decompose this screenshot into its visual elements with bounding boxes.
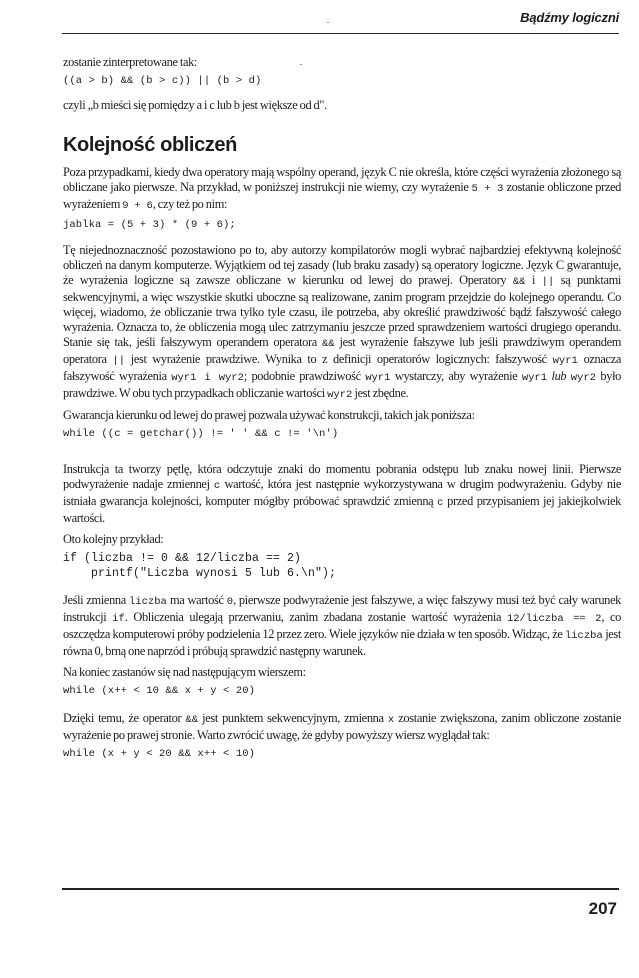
paragraph-4: Instrukcja ta tworzy pętlę, która odczytuje znaki do momentu pobrania odstępu lub znaku nowej linii. Pierwsze podwyrażenie nadaje zmiennej c wartość, która jest następnie wykorzystywana w drugim podwyrażeniu. Gdyby nie istniała gwarancja kolejności, komputer mógłby próbować sprawdzić zmienną c przed przypisaniem jej jakiejkolwiek wartości. [63,462,621,525]
code-while-getchar: while ((c = getchar()) != ' ' && c != '\n') [63,428,339,440]
code-while-x: while (x++ < 10 && x + y < 20) [63,685,256,697]
code-jablka: jablka = (5 + 3) * (9 + 6); [63,219,236,231]
code-intro: ((a > b) && (b > c)) || (b > d) [63,75,262,87]
paragraph-7: Na koniec zastanów się nad następującym wierszem: [63,665,306,679]
intro-line: zostanie zinterpretowane tak: [63,55,198,69]
section-heading: Kolejność obliczeń [63,134,237,156]
paragraph-6: Jeśli zmienna liczba ma wartość 0, pierwsze podwyrażenie jest fałszywe, a więc fałszywy musi też być cały warunek instrukcji if. Obliczenia ulegają przerwaniu, zanim zbadana zostanie wartość wyrażenia 12/liczba == 2, co oszczędza komputerowi próby podzielenia 12 przez zero. Wiele języków nie działa w ten sposób. Widząc, że liczba jest równa 0, brną one naprzód i próbują sprawdzić następny warunek. [63,593,622,658]
footer-rule [62,888,619,890]
paragraph-8: Dzięki temu, że operator && jest punktem sekwencyjnym, zmienna x zostanie zwiększona, zanim obliczone zostanie wyrażenie po prawej stronie. Warto zwrócić uwagę, że gdyby powyższy wiersz wyglądał tak: [63,711,621,742]
paragraph-1: Poza przypadkami, kiedy dwa operatory mają wspólny operand, język C nie określa, które części wyrażenia złożonego są obliczane jako pierwsze. Na przykład, w poniższej instrukcji nie wiemy, czy wyrażenie 5 + 3 zostanie obliczone przed wyrażeniem 9 + 6, czy też po nim: [63,165,622,212]
page-body [63,55,621,762]
scan-speck [327,22,329,23]
running-header: Bądźmy logiczni [520,10,619,25]
paragraph-3: Gwarancja kierunku od lewej do prawej pozwala używać konstrukcji, takich jak poniższa: [63,408,475,422]
page-number: 207 [588,899,617,918]
header-rule [62,33,619,34]
paragraph-5: Oto kolejny przykład: [63,532,164,546]
code-while-xy: while (x + y < 20 && x++ < 10) [63,748,256,760]
code-if-liczba: if (liczba != 0 && 12/liczba == 2) printf("Liczba wynosi 5 lub 6.\n"); [63,552,337,580]
paragraph-2: Tę niejednoznaczność pozostawiono po to, aby autorzy kompilatorów mogli wybrać najbardziej efektywną kolejność obliczeń na danym komputerze. Wyjątkiem od tej zasady (lub braku zasady) są operatory logiczne. Język C gwarantuje, że wyrażenia logiczne są zawsze obliczane w kierunku od lewej do prawej. Operatory && i || są punktami sekwencyjnymi, a więc wszystkie skutki uboczne są realizowane, zanim program przejdzie do kolejnego operandu. Co więcej, wiadomo, że obliczanie trwa tylko tyle czasu, ile potrzeba, aby określić prawdziwość bądź fałszywość całego wyrażenia. Oznacza to, że obliczenia mogą ulec zatrzymaniu jeszcze przed sprawdzeniem wartości drugiego operandu. Stanie się tak, jeśli fałszywym operandem operatora && jest wyrażenie fałszywe lub jeśli prawdziwym operandem operatora || jest wyrażenie prawdziwe. Wynika to z definicji operatorów logicznych: fałszywość wyr1 oznacza fałszywość wyrażenia wyr1 i wyr2; podobnie prawdziwość wyr1 wystarczy, aby wyrażenie wyr1 lub wyr2 było prawdziwe. W obu tych przypadkach obliczanie wartości wyr2 jest zbędne. [63,243,622,401]
intro-conclusion: czyli „b mieści się pomiędzy a i c lub b jest większe od d". [63,98,327,112]
